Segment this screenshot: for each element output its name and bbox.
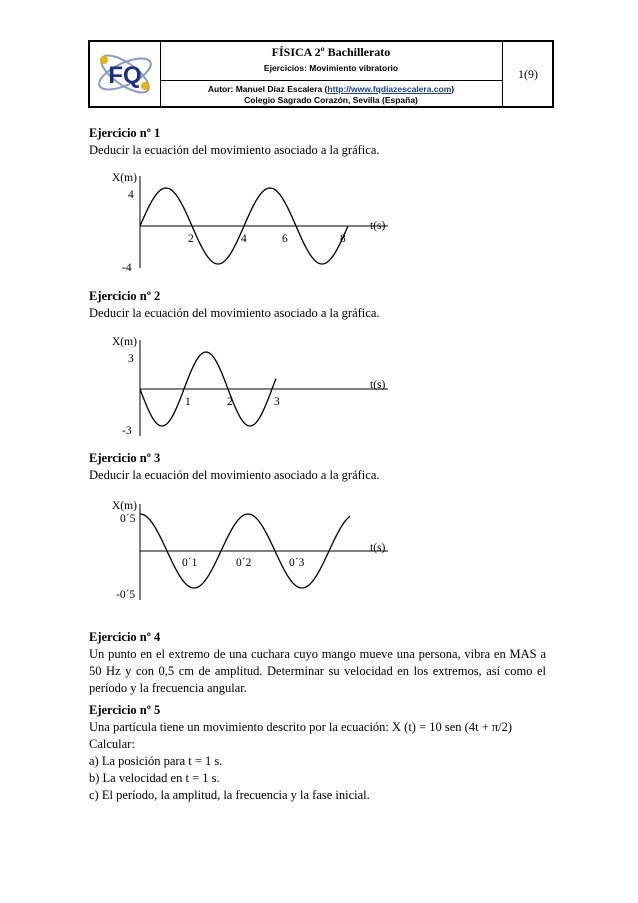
x-tick-label: 0´1 xyxy=(182,557,198,569)
y-max-label: 0´5 xyxy=(120,513,136,525)
x-tick-label: 3 xyxy=(274,396,280,408)
exercise-1-text: Deducir la ecuación del movimiento asociado a la gráfica. xyxy=(89,143,380,157)
author-suffix: ) xyxy=(451,84,455,94)
x-tick-label: 0´3 xyxy=(289,557,305,569)
y-axis-label: X(m) xyxy=(112,172,137,184)
school-line: Colegio Sagrado Corazón, Sevilla (España) xyxy=(244,95,418,105)
exercise-5-title: Ejercicio nº 5 xyxy=(89,703,161,717)
exercise-5-line: Calcular: xyxy=(89,737,135,751)
y-axis-label: X(m) xyxy=(112,336,137,348)
x-tick-label: 2 xyxy=(188,233,194,245)
exercise-5-line: a) La posición para t = 1 s. xyxy=(89,754,223,768)
exercise-2-title: Ejercicio nº 2 xyxy=(89,289,161,303)
exercise-4-title: Ejercicio nº 4 xyxy=(89,630,161,644)
exercise-3-graph xyxy=(90,494,410,604)
y-min-label: -3 xyxy=(122,425,132,437)
exercise-1-title: Ejercicio nº 1 xyxy=(89,126,161,140)
y-min-label: -0´5 xyxy=(116,589,136,601)
author-prefix: Autor: Manuel Díaz Escalera ( xyxy=(207,84,328,94)
header-title: FÍSICA 2º Bachillerato xyxy=(271,45,391,59)
x-axis-label: t(s) xyxy=(370,542,386,554)
author-url-link[interactable]: http://www.fqdiazescalera.com xyxy=(327,84,452,94)
y-min-label: -4 xyxy=(122,262,132,274)
y-axis-label: X(m) xyxy=(112,500,137,512)
x-tick-label: 0´2 xyxy=(236,557,252,569)
header-subtitle: Ejercicios: Movimiento vibratorio xyxy=(263,63,399,73)
header-author-box xyxy=(160,81,502,106)
x-tick-label: 8 xyxy=(340,233,346,245)
exercise-2-graph xyxy=(90,330,410,440)
exercise-1-graph xyxy=(90,166,410,276)
exercise-4-text: Un punto en el extremo de una cuchara cuyo mango mueve una persona, vibra en MAS a 50 Hz y con 0,5 cm de amplitud. Determinar su velocidad en los extremos, así como el período y la frecuencia angular. xyxy=(89,647,546,695)
fq-logo xyxy=(90,42,161,106)
x-tick-label: 4 xyxy=(241,233,247,245)
x-tick-label: 2 xyxy=(227,396,233,408)
author-line xyxy=(160,84,502,95)
atom-logo-icon xyxy=(90,42,160,106)
page-number: 1(9) xyxy=(502,42,553,106)
exercise-5-text: Una partícula tiene un movimiento descrito por la ecuación: X (t) = 10 sen (4t + π/2) xyxy=(89,720,513,734)
exercise-3-text: Deducir la ecuación del movimiento asociado a la gráfica. xyxy=(89,468,380,482)
exercise-2-text: Deducir la ecuación del movimiento asociado a la gráfica. xyxy=(89,306,380,320)
svg-text:FQ: FQ xyxy=(108,62,142,89)
x-axis-label: t(s) xyxy=(370,220,386,232)
y-max-label: 3 xyxy=(128,353,134,365)
y-max-label: 4 xyxy=(128,189,134,201)
header-center xyxy=(160,42,502,106)
header-title-box xyxy=(160,42,502,81)
exercise-5-line: c) El período, la amplitud, la frecuencia y la fase inicial. xyxy=(89,788,370,802)
x-axis-label: t(s) xyxy=(370,379,386,391)
x-tick-label: 6 xyxy=(282,233,288,245)
exercise-5-line: b) La velocidad en t = 1 s. xyxy=(89,771,220,785)
document-header xyxy=(88,40,554,108)
x-tick-label: 1 xyxy=(185,396,191,408)
exercise-3-title: Ejercicio nº 3 xyxy=(89,451,161,465)
